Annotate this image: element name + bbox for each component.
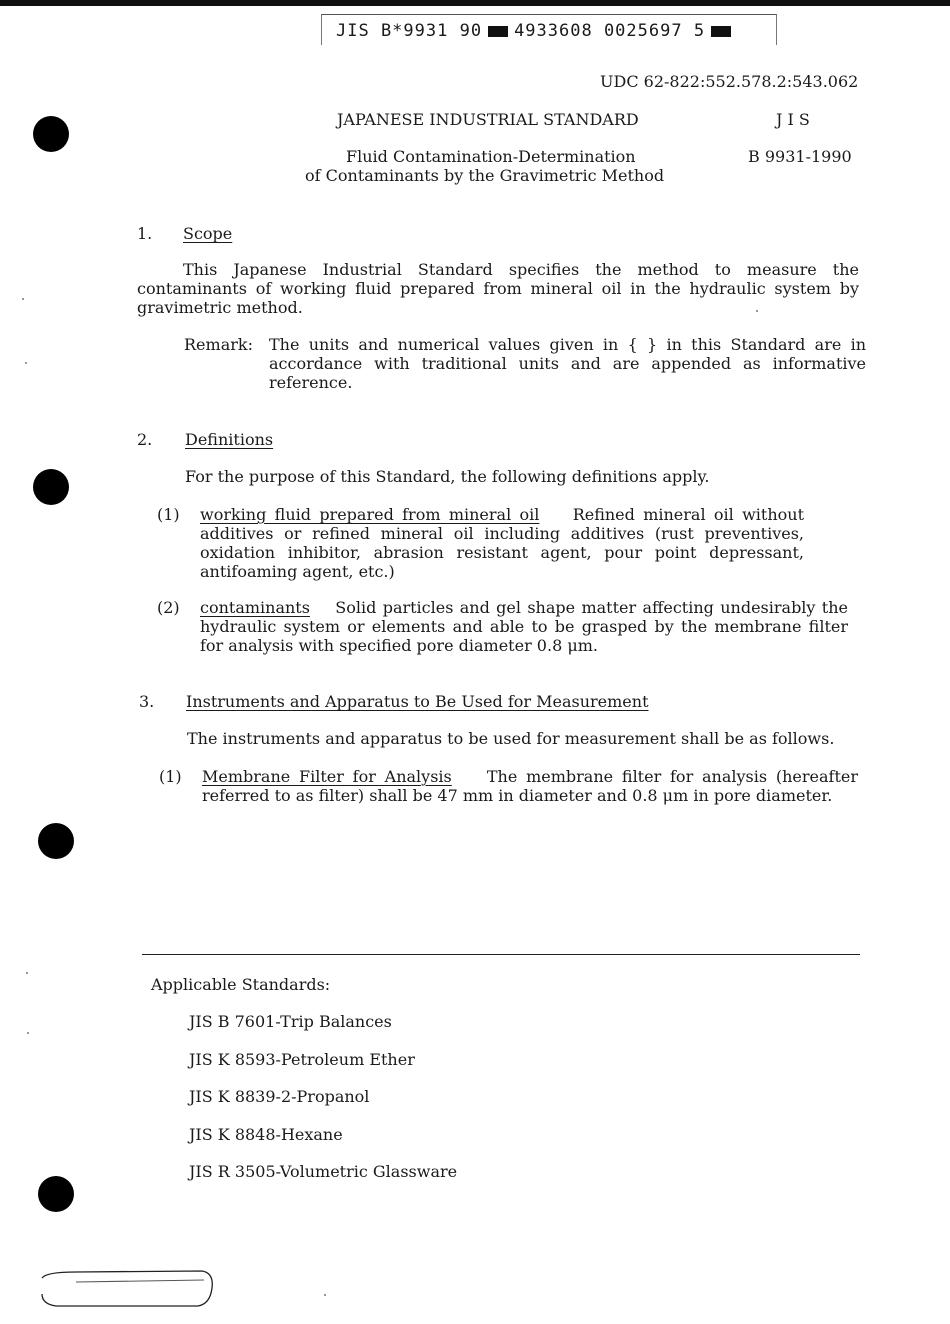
section-heading-scope: Scope (183, 224, 233, 243)
definition-term: contaminants (200, 598, 310, 617)
punch-hole (33, 116, 69, 152)
scan-top-border (0, 0, 950, 6)
remark-label: Remark: (184, 335, 253, 354)
definitions-intro: For the purpose of this Standard, the following definitions apply. (185, 467, 710, 486)
definition-item (200, 505, 804, 581)
document-code-strip (336, 21, 737, 41)
instrument-text: The membrane filter for analysis (hereafter referred to as filter) shall be 47 mm in diameter and 0.8 μm in pore diameter. (202, 767, 858, 805)
scan-speck (25, 362, 27, 364)
page-title-line2: of Contaminants by the Gravimetric Method (305, 166, 665, 185)
scan-speck (756, 310, 758, 312)
standard-label: JAPANESE INDUSTRIAL STANDARD (337, 110, 639, 129)
section-number: 3. (139, 692, 155, 711)
remark-text: The units and numerical values given in { } in this Standard are in accordance with traditional units and are appended as informative reference. (269, 335, 866, 392)
list-item-number: (1) (157, 505, 180, 524)
definition-item (200, 598, 848, 655)
document-code-part1: JIS B*9931 90 (336, 21, 483, 41)
udc-code: UDC 62-822:552.578.2:543.062 (600, 72, 859, 91)
list-item-number: (2) (157, 598, 180, 617)
instrument-term: Membrane Filter for Analysis (202, 767, 452, 786)
instruments-intro: The instruments and apparatus to be used for measurement shall be as follows. (187, 729, 835, 748)
scan-speck (22, 298, 24, 300)
punch-hole (38, 823, 74, 859)
standard-number: B 9931-1990 (748, 147, 852, 166)
punch-hole (38, 1176, 74, 1212)
scan-clip-artifact (36, 1268, 218, 1314)
applicable-standard-item: JIS K 8593-Petroleum Ether (189, 1050, 415, 1069)
section-heading-definitions: Definitions (185, 430, 274, 449)
punch-hole (33, 469, 69, 505)
definition-text: Refined mineral oil without additives or refined mineral oil including additives (rust preventives, oxidation inhibitor, abrasion resistant agent, pour point depressant, antifoaming agent, etc.) (200, 505, 805, 581)
jis-label: J I S (776, 110, 810, 129)
black-marker (488, 26, 508, 37)
page-title-line1: Fluid Contamination-Determination (346, 147, 636, 166)
scope-body: This Japanese Industrial Standard specifies the method to measure the contaminants of working fluid prepared from mineral oil in the hydraulic system by gravimetric method. (137, 260, 859, 317)
applicable-standard-item: JIS B 7601-Trip Balances (189, 1012, 392, 1031)
document-code-part2: 4933608 0025697 5 (514, 21, 706, 41)
footnote-divider (142, 954, 860, 955)
applicable-standard-item: JIS R 3505-Volumetric Glassware (189, 1162, 458, 1181)
section-heading-instruments: Instruments and Apparatus to Be Used for Measurement (186, 692, 649, 711)
scan-speck (26, 972, 28, 974)
scan-speck (324, 1294, 326, 1296)
scan-speck (27, 1032, 29, 1034)
definition-term: working fluid prepared from mineral oil (200, 505, 540, 524)
applicable-standard-item: JIS K 8848-Hexane (189, 1125, 343, 1144)
section-number: 1. (137, 224, 153, 243)
instrument-item (202, 767, 858, 805)
applicable-standard-item: JIS K 8839-2-Propanol (189, 1087, 370, 1106)
section-number: 2. (137, 430, 153, 449)
definition-text: Solid particles and gel shape matter affecting undesirably the hydraulic system or elements and able to be grasped by the membrane filter for analysis with specified pore diameter 0.8 μm. (200, 598, 849, 655)
applicable-heading: Applicable Standards: (151, 975, 331, 994)
list-item-number: (1) (159, 767, 182, 786)
black-marker (711, 26, 731, 37)
